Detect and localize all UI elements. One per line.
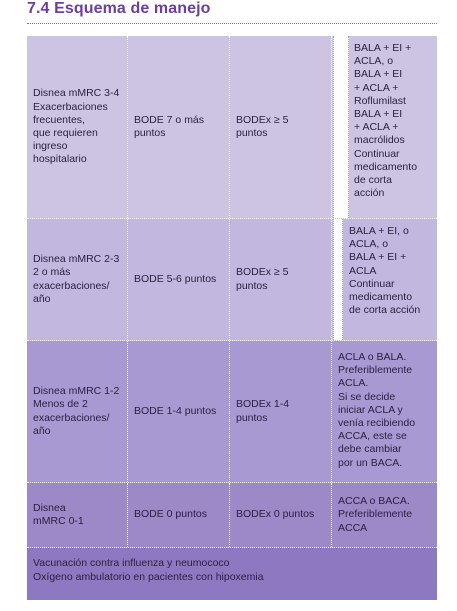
treatment-cell xyxy=(332,341,437,482)
cell-line: Exacerbaciones xyxy=(33,100,108,113)
bode-cell xyxy=(128,36,230,218)
table-row xyxy=(27,219,437,341)
cell-line: BODE 0 puntos xyxy=(134,508,207,521)
cell-line: exacerbaciones/ xyxy=(33,279,110,292)
column-gap xyxy=(333,219,343,340)
cell-line: Roflumilast xyxy=(354,94,406,107)
table-row xyxy=(27,483,437,548)
cell-line: ACLA. xyxy=(338,377,369,390)
cell-line: año xyxy=(33,424,51,437)
bodex-cell xyxy=(230,219,332,340)
cell-line: de corta xyxy=(354,174,392,187)
dyspnea-cell xyxy=(27,341,128,482)
cell-line: BALA + EI + xyxy=(349,251,407,264)
cell-line: exacerbaciones/ xyxy=(33,411,110,424)
cell-line: BALA + EI, o xyxy=(349,225,409,237)
bode-cell xyxy=(128,341,230,482)
cell-line: acción xyxy=(354,187,385,200)
cell-line: Preferiblemente xyxy=(338,364,413,377)
cell-lines xyxy=(134,405,216,418)
management-table xyxy=(27,36,437,600)
cell-line: ACCA, este se xyxy=(338,430,407,443)
cell-lines xyxy=(134,508,207,521)
cell-line: BALA + EI xyxy=(354,108,403,121)
footer-line: Vacunación contra influenza y neumococo xyxy=(33,557,230,569)
cell-line: ACLA xyxy=(349,264,377,277)
treatment-cell xyxy=(332,483,437,547)
cell-line: BODEx ≥ 5 xyxy=(236,113,289,126)
cell-line: + ACLA + xyxy=(354,121,399,134)
table-row xyxy=(27,341,437,483)
title-divider xyxy=(27,23,437,24)
cell-line: medicamento xyxy=(354,160,418,173)
bode-cell xyxy=(128,219,230,340)
cell-line: ACLA, o xyxy=(349,238,389,251)
cell-lines xyxy=(33,87,119,166)
bodex-cell xyxy=(230,341,332,482)
cell-line: Menos de 2 xyxy=(33,398,88,411)
cell-line: 2 o más xyxy=(33,266,71,279)
cell-line: ingreso xyxy=(33,140,68,153)
cell-line: debe cambiar xyxy=(338,443,402,456)
cell-line: ACLA o BALA. xyxy=(338,351,407,363)
cell-line: hospitalario xyxy=(33,153,87,166)
cell-line: de corta acción xyxy=(349,304,421,317)
cell-line: puntos xyxy=(134,127,166,139)
cell-line: + ACLA + xyxy=(354,81,399,94)
cell-line: frecuentes, xyxy=(33,113,85,126)
cell-lines xyxy=(354,42,417,200)
cell-line: ACCA xyxy=(338,521,368,534)
cell-line: Preferiblemente xyxy=(338,508,413,521)
cell-line: BODE 5-6 puntos xyxy=(134,272,217,285)
cell-line: puntos xyxy=(236,279,268,292)
cell-lines xyxy=(33,385,119,438)
cell-line: Si se decide xyxy=(338,390,396,403)
cell-line: Continuar xyxy=(349,277,395,290)
cell-line: BODEx ≥ 5 xyxy=(236,266,289,279)
dyspnea-cell xyxy=(27,483,128,547)
column-gap xyxy=(333,36,349,218)
cell-line: Disnea mMRC 1-2 xyxy=(33,385,120,398)
cell-line: puntos xyxy=(236,127,268,139)
cell-lines xyxy=(338,495,412,535)
cell-lines xyxy=(349,225,420,317)
cell-lines xyxy=(338,351,415,470)
cell-line: Disnea mMRC 2-3 xyxy=(33,253,120,266)
cell-line: Disnea mMRC 3-4 xyxy=(33,87,120,100)
cell-line: puntos xyxy=(236,411,268,424)
cell-lines xyxy=(33,253,119,306)
cell-line: ACLA, o xyxy=(354,55,394,68)
cell-line: BODEx 1-4 xyxy=(236,398,290,411)
cell-line: por un BACA. xyxy=(338,456,403,469)
table-row xyxy=(27,36,437,219)
section-title: 7.4 Esquema de manejo xyxy=(27,0,211,17)
cell-lines xyxy=(134,273,216,286)
cell-line: BODE 1-4 puntos xyxy=(134,404,217,417)
cell-line: ACCA o BACA. xyxy=(338,495,410,508)
cell-line: mMRC 0-1 xyxy=(33,515,84,527)
cell-line: BODE 7 o más xyxy=(134,113,205,126)
cell-line: medicamento xyxy=(349,291,413,304)
cell-line: BODEx 0 puntos xyxy=(236,508,315,521)
cell-lines xyxy=(236,398,289,424)
cell-line: Disnea xyxy=(33,501,66,514)
cell-line: año xyxy=(33,292,51,305)
treatment-cell xyxy=(332,219,437,340)
cell-lines xyxy=(236,114,288,140)
cell-line: macrólidos xyxy=(354,134,405,147)
bode-cell xyxy=(128,483,230,547)
cell-lines xyxy=(236,508,314,521)
cell-line: iniciar ACLA y xyxy=(338,403,403,416)
cell-lines xyxy=(236,266,288,292)
bodex-cell xyxy=(230,36,332,218)
cell-line: venía recibiendo xyxy=(338,417,416,430)
cell-line: que requieren xyxy=(33,127,98,139)
cell-line: Continuar xyxy=(354,147,400,160)
cell-line: BALA + EI + xyxy=(354,42,412,54)
cell-lines xyxy=(33,502,84,528)
cell-line: BALA + EI xyxy=(354,68,403,81)
cell-lines xyxy=(134,114,204,140)
dyspnea-cell xyxy=(27,219,128,340)
general-measures-row xyxy=(27,548,437,600)
footer-line: Oxígeno ambulatorio en pacientes con hipoxemia xyxy=(33,570,264,583)
dyspnea-cell xyxy=(27,36,128,218)
bodex-cell xyxy=(230,483,332,547)
